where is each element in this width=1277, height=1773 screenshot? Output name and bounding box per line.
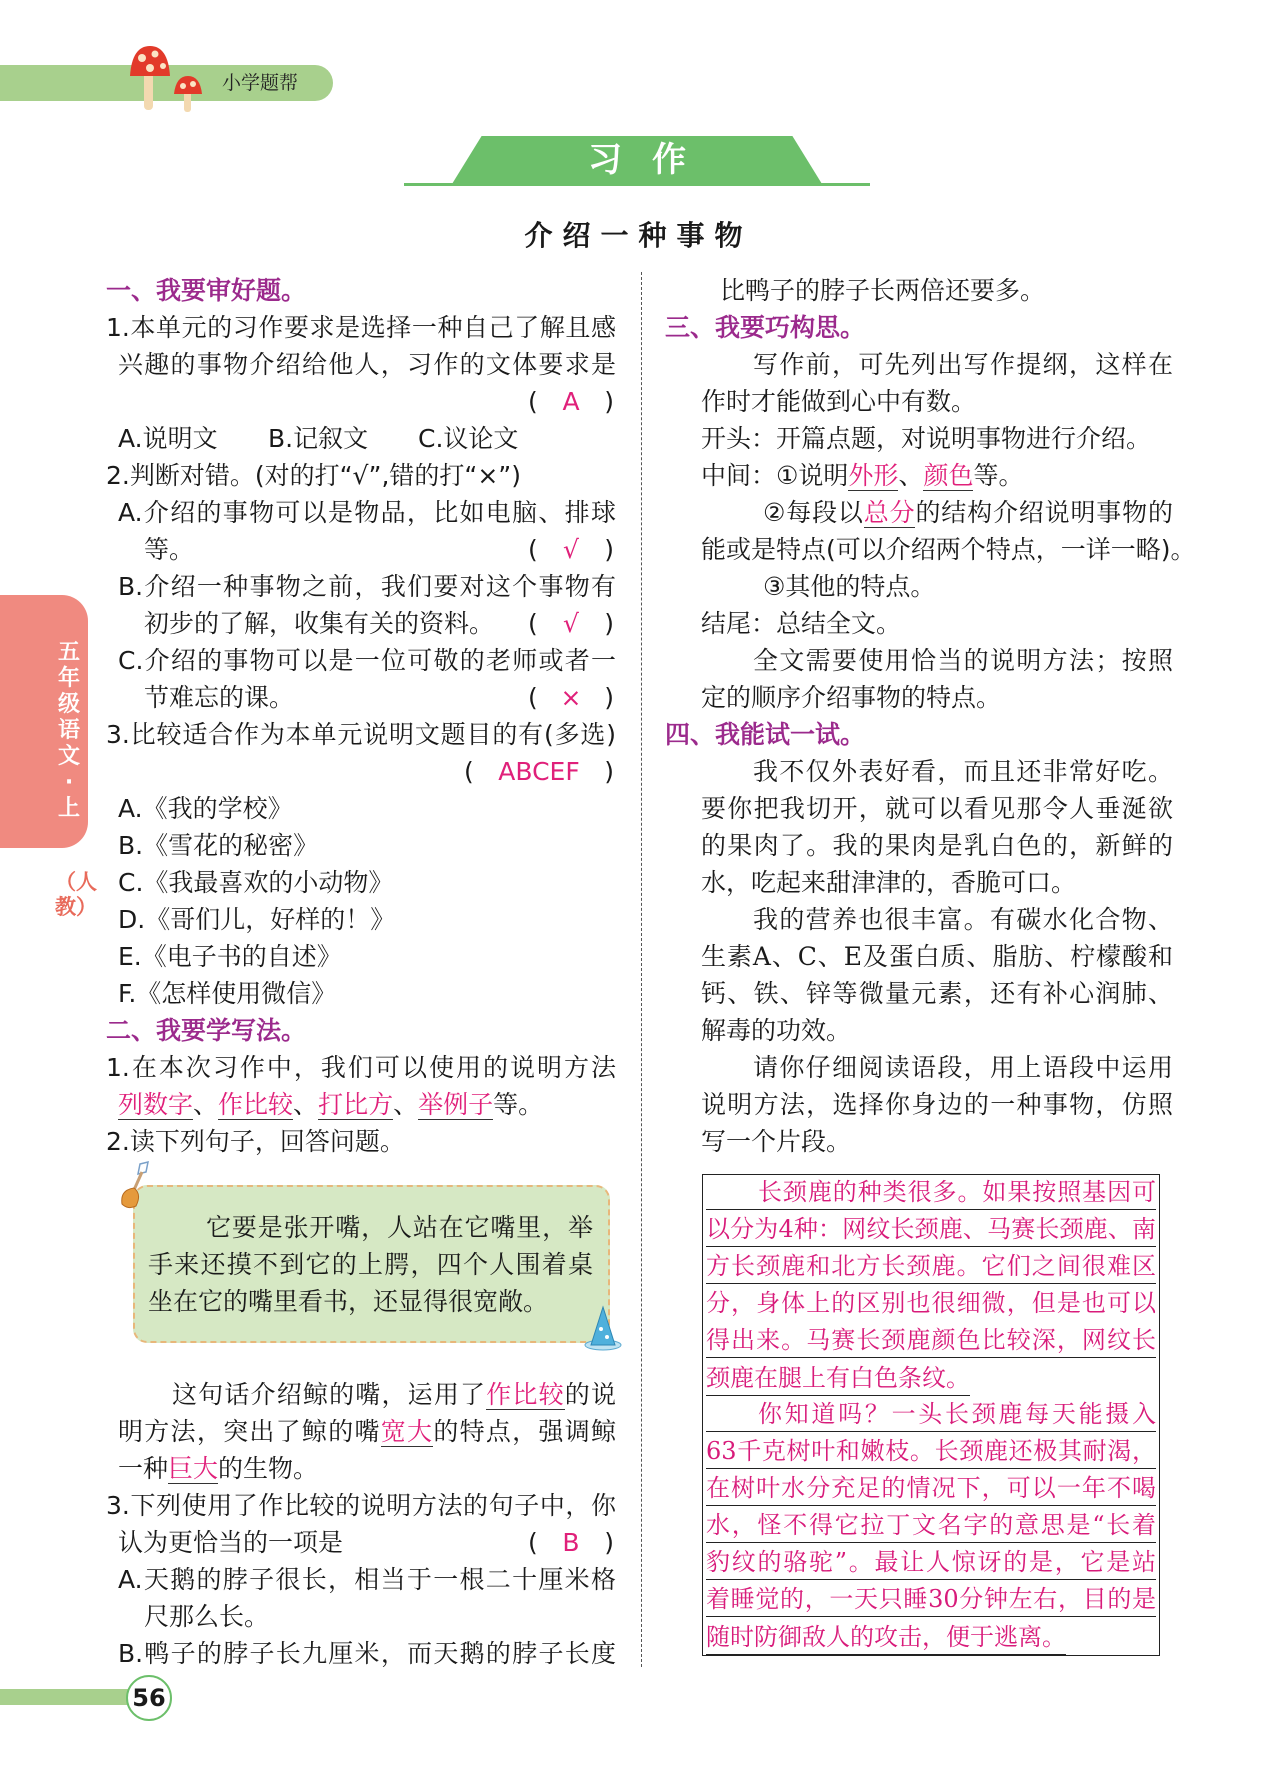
text-segment: 2.读下列句子，回答问题。 [106,1127,405,1156]
answer-line [706,1471,1156,1508]
bracket-open: ( [528,609,538,638]
bracket-open: ( [464,757,474,786]
answer-line [706,1360,1156,1397]
text-line [665,642,1173,679]
text-line [106,605,616,642]
text-segment: A.天鹅的脖子很长，相当于一根二十厘米格 [118,1565,616,1594]
answer-line [706,1619,1156,1656]
text-segment: D.《哥们儿，好样的！》 [118,905,396,934]
text-line [106,1123,616,1160]
fill-in-answer: 外形 [848,461,899,490]
text-line [106,679,616,716]
text-segment: 的特点，强调鲸 [433,1417,616,1446]
text-segment: 尺那么长。 [144,1602,270,1631]
text-segment: 、 [393,1090,419,1119]
text-segment: 一种 [118,1454,169,1483]
text-line [106,494,616,531]
text-segment: A.介绍的事物可以是物品，比如电脑、排球 [118,498,616,527]
answer-bracket [528,383,614,420]
answer-value: ABCEF [498,757,580,786]
answer-line [706,1434,1156,1471]
answer-value: √ [563,609,579,638]
fill-in-answer: 宽大 [380,1417,434,1446]
text-line [106,1487,616,1524]
text-segment: 钙、铁、锌等微量元素，还有补心润肺、 [701,979,1173,1008]
text-segment: 定的顺序介绍事物的特点。 [701,683,1002,712]
bracket-close: ) [604,683,614,712]
text-line [665,864,1173,901]
fill-in-answer: 巨大 [168,1454,219,1483]
left-column-bottom [106,1376,616,1672]
bracket-close: ) [604,387,614,416]
column-divider [641,272,642,1667]
answer-line-text: 长颈鹿的种类很多。如果按照基因可 [706,1175,1156,1210]
text-line [665,975,1173,1012]
text-line [106,309,616,346]
text-segment: 坐在它的嘴里看书，还显得很宽敞。 [148,1287,549,1316]
text-line [106,1086,616,1123]
fill-in-answer: 总分 [863,498,916,527]
footer-bar [0,1689,140,1705]
text-line [106,827,616,864]
text-segment: 比鸭子的脖子长两倍还要多。 [720,276,1046,305]
brand-label: 小学题帮 [222,72,299,94]
text-line [665,901,1173,938]
text-segment: 等。 [493,1090,544,1119]
text-segment: 这句话介绍鲸的嘴，运用了 [172,1380,487,1409]
page-number: 56 [126,1675,172,1721]
text-segment: 水，吃起来甜津津的，香脆可口。 [701,868,1077,897]
answer-line [706,1212,1156,1249]
text-segment: 作时才能做到心中有数。 [701,387,977,416]
text-segment: 三、我要巧构思。 [665,313,866,342]
text-segment: 的说 [564,1380,616,1409]
text-line [665,383,1173,420]
text-segment: 3.下列使用了作比较的说明方法的句子中，你 [106,1491,616,1520]
side-tab-publisher: （人教） [55,870,97,919]
text-segment: 中间：①说明 [701,461,849,490]
text-segment: 写一个片段。 [701,1127,852,1156]
bracket-close: ) [604,757,614,786]
text-line [106,1524,616,1561]
bracket-close: ) [604,535,614,564]
text-segment: 我不仅外表好看，而且还非常好吃。 [753,757,1173,786]
answer-box-text [706,1175,1156,1656]
section-heading [106,272,616,309]
side-tab-grade: 五年级语文·上 [57,640,80,821]
text-segment: 它要是张开嘴，人站在它嘴里，举 [206,1213,593,1242]
text-line [665,605,1173,642]
text-line [665,679,1173,716]
text-segment: 认为更恰当的一项是 [118,1528,344,1557]
text-line [106,420,616,457]
text-segment: 1.本单元的习作要求是选择一种自己了解且感 [106,313,616,342]
fill-in-answer: 列数字 [118,1090,194,1119]
answer-line-text: 方长颈鹿和北方长颈鹿。它们之间很难区 [706,1249,1156,1284]
text-segment: B.鸭子的脖子长九厘米，而天鹅的脖子长度 [118,1639,616,1668]
answer-line-text: 颈鹿在腿上有白色条纹。 [706,1361,970,1396]
answer-line [706,1323,1156,1360]
text-segment: B.介绍一种事物之前，我们要对这个事物有 [118,572,616,601]
answer-line-text: 分，身体上的区别也很细微，但是也可以 [706,1286,1156,1323]
text-line [665,790,1173,827]
text-segment: 节难忘的课。 [144,683,295,712]
answer-line [706,1397,1156,1434]
text-line [665,568,1173,605]
option-label: A.说明文 [118,424,218,453]
answer-value: √ [563,535,579,564]
text-segment: B.《雪花的秘密》 [118,831,319,860]
answer-line [706,1249,1156,1286]
bracket-open: ( [528,387,538,416]
text-segment: 开头：开篇点题，对说明事物进行介绍。 [701,424,1152,453]
text-segment: 请你仔细阅读语段，用上语段中运用 [753,1053,1173,1082]
broom-icon [118,1160,158,1214]
text-line [106,1450,616,1487]
option-label: B.记叙文 [268,424,369,453]
answer-bracket [528,1524,614,1561]
text-line [106,790,616,827]
text-segment: F.《怎样使用微信》 [118,979,337,1008]
text-line [106,938,616,975]
bracket-open: ( [528,535,538,564]
answer-line-text: 你知道吗？一头长颈鹿每天能摄入 [706,1397,1156,1432]
text-line [106,901,616,938]
answer-line-text: 随时防御敌人的攻击，便于逃离。 [706,1620,1066,1655]
answer-line-text: 以分为4种：网纹长颈鹿、马赛长颈鹿、南 [706,1212,1156,1247]
answer-line-text: 豹纹的骆驼”。最让人惊讶的是，它是站 [706,1545,1156,1580]
answer-line-text: 着睡觉的，一天只睡30分钟左右，目的是 [706,1582,1156,1617]
text-line [665,827,1173,864]
text-segment: 二、我要学写法。 [106,1016,307,1045]
answer-line-text: 63千克树叶和嫩枝。长颈鹿还极其耐渴， [706,1434,1156,1469]
answer-value: A [562,387,580,416]
left-column-top [106,272,616,1160]
text-line [106,457,616,494]
text-line [665,494,1173,531]
answer-bracket [528,531,614,568]
section-heading [665,309,1173,346]
text-line [665,753,1173,790]
text-segment: 解毒的功效。 [701,1016,852,1045]
text-segment: 能或是特点(可以介绍两个特点，一详一略)。 [701,535,1196,564]
fill-in-answer: 作比较 [486,1380,565,1409]
text-line [148,1209,593,1246]
text-segment: E.《电子书的自述》 [118,942,342,971]
text-segment: 3.比较适合作为本单元说明文题目的有(多选) [106,720,616,749]
text-line [665,938,1173,975]
text-line [665,1123,1173,1160]
text-segment: 、 [293,1090,319,1119]
section-title-banner [404,136,870,186]
quote-text [148,1209,593,1320]
text-line [665,1012,1173,1049]
answer-line-text: 得出来。马赛长颈鹿颜色比较深，网纹长 [706,1323,1156,1358]
option-label: C.议论文 [418,424,519,453]
text-line [665,457,1173,494]
text-segment: 说明方法，选择你身边的一种事物，仿照 [701,1090,1173,1119]
text-line [106,1561,616,1598]
text-segment: 结尾：总结全文。 [701,609,902,638]
text-line [106,531,616,568]
section-heading [106,1012,616,1049]
text-line [106,753,616,790]
bracket-open: ( [528,683,538,712]
text-line [106,1598,616,1635]
text-segment: 的生物。 [218,1454,319,1483]
text-line [106,1049,616,1086]
text-segment: 明方法，突出了鲸的嘴 [118,1417,381,1446]
text-segment: 的果肉了。我的果肉是乳白色的，新鲜的 [701,831,1173,860]
answer-line-text: 水，怪不得它拉丁文名字的意思是“长着 [706,1508,1156,1543]
text-line [106,716,616,753]
text-segment: ②每段以 [763,498,864,527]
answer-bracket [528,605,614,642]
text-segment: 2.判断对错。(对的打“√”,错的打“×”) [106,461,521,490]
section-title: 习作 [588,140,716,180]
text-segment: 全文需要使用恰当的说明方法；按照 [753,646,1173,675]
answer-line [706,1508,1156,1545]
text-line [665,531,1196,568]
text-segment: 要你把我切开，就可以看见那令人垂涎欲 [701,794,1173,823]
text-segment: C.介绍的事物可以是一位可敬的老师或者一 [118,646,616,675]
text-line [106,1635,616,1672]
text-segment: ③其他的特点。 [763,572,936,601]
text-segment: 写作前，可先列出写作提纲，这样在 [753,350,1173,379]
mushroom-logo-icon [128,44,218,118]
text-line [106,1376,616,1413]
text-line [148,1246,593,1283]
answer-line [706,1175,1156,1212]
text-segment: 四、我能试一试。 [665,720,866,749]
answer-line [706,1286,1156,1323]
text-line [665,420,1173,457]
fill-in-answer: 举例子 [418,1090,494,1119]
bracket-close: ) [604,1528,614,1557]
text-segment: 手来还摸不到它的上腭，四个人围着桌 [148,1250,593,1279]
text-segment: 1.在本次习作中，我们可以使用的说明方法 [106,1053,616,1082]
text-line [665,1049,1173,1086]
text-line [106,864,616,901]
text-line [106,1413,616,1450]
text-line [106,642,616,679]
fill-in-answer: 作比较 [218,1090,294,1119]
text-line [665,346,1173,383]
text-line [665,272,1173,309]
text-segment: 我的营养也很丰富。有碳水化合物、 [753,905,1173,934]
text-segment: 的结构介绍说明事物的 [915,498,1173,527]
text-segment: 初步的了解，收集有关的资料。 [144,609,495,638]
text-segment: 等。 [144,535,195,564]
section-heading [665,716,1173,753]
text-segment: 、 [193,1090,219,1119]
text-segment: 生素A、C、E及蛋白质、脂肪、柠檬酸和 [701,942,1173,971]
text-line [106,975,616,1012]
fill-in-answer: 颜色 [923,461,974,490]
text-segment: A.《我的学校》 [118,794,293,823]
fill-in-answer: 打比方 [318,1090,394,1119]
answer-line-text: 在树叶水分充足的情况下，可以一年不喝 [706,1471,1156,1506]
text-segment: 、 [898,461,924,490]
text-line [665,1086,1173,1123]
text-segment: C.《我最喜欢的小动物》 [118,868,394,897]
answer-line [706,1582,1156,1619]
answer-value: B [562,1528,580,1557]
text-segment: 兴趣的事物介绍给他人，习作的文体要求是 [118,350,616,379]
answer-bracket [528,679,614,716]
text-line [148,1283,593,1320]
right-column [665,272,1196,1160]
text-line [106,383,616,420]
answer-value: × [560,683,582,712]
text-line [106,346,616,383]
bracket-open: ( [528,1528,538,1557]
page-subtitle: 介绍一种事物 [524,219,753,252]
text-segment: 一、我要审好题。 [106,276,307,305]
answer-bracket [464,753,614,790]
text-line [106,568,616,605]
answer-line [706,1545,1156,1582]
bracket-close: ) [604,609,614,638]
text-segment: 等。 [973,461,1024,490]
